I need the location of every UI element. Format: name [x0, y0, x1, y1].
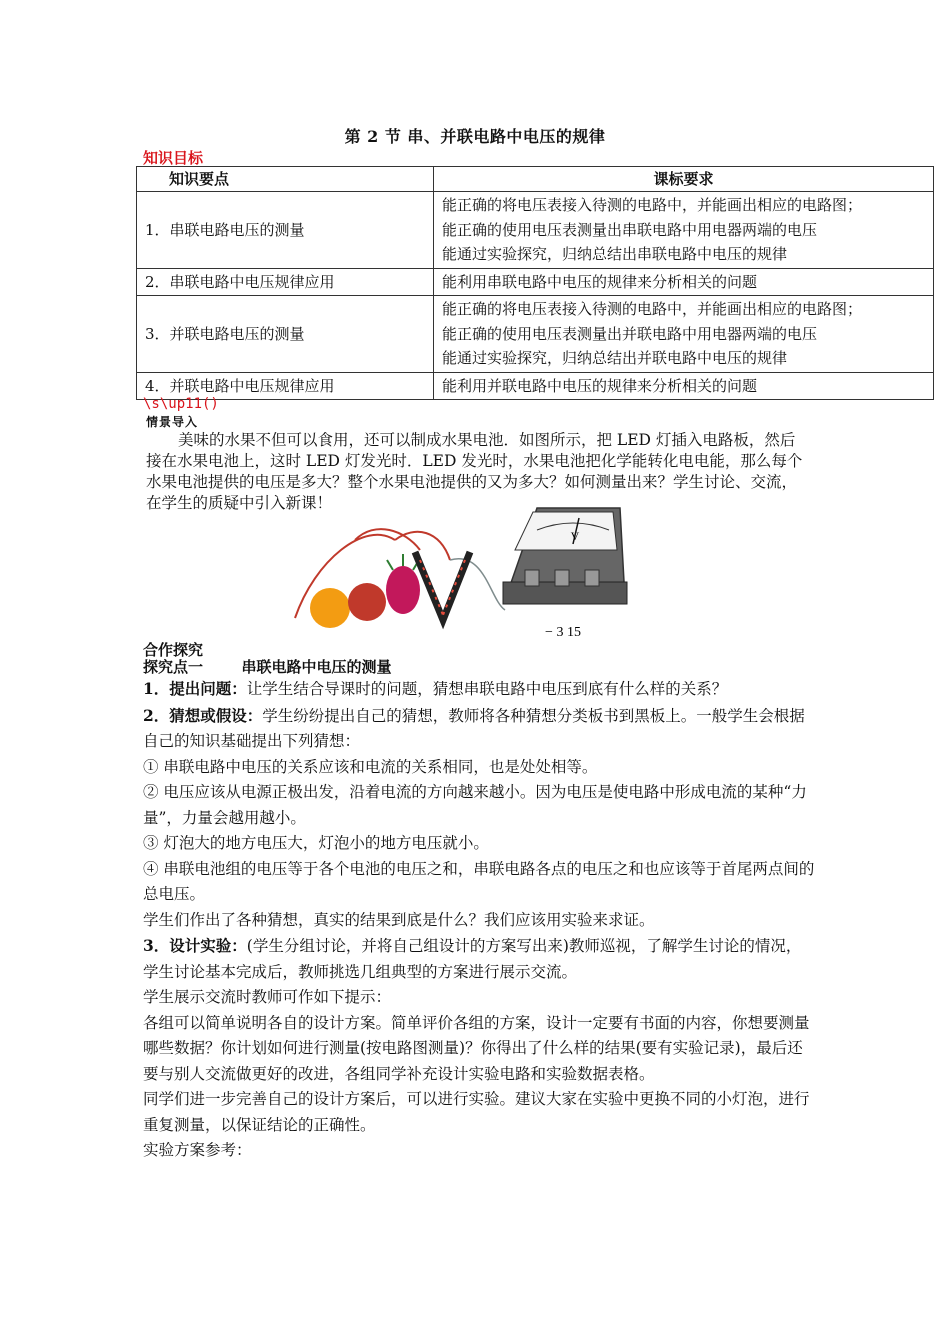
meter-unit-label: V	[570, 529, 580, 543]
cooperative-inquiry-heading: 合作探究	[143, 641, 204, 659]
requirement-line: 能通过实验探究，归纳总结出串联电路中电压的规律	[442, 245, 788, 263]
body-paragraph: ③ 灯泡大的地方电压大，灯泡小的地方电压就小。	[143, 834, 489, 852]
body-paragraph: ② 电压应该从电源正极出发，沿着电流的方向越来越小。因为电压是使电路中形成电流的某种“力量”，力量会越用越小。	[143, 783, 807, 827]
inquiry-point-label: 探究点一	[143, 658, 204, 676]
knowledge-goals-heading: 知识目标	[143, 149, 204, 167]
dragon-fruit-icon	[386, 566, 420, 614]
terminal-labels: − 3 15	[545, 625, 581, 640]
table-row	[137, 372, 934, 400]
table-row	[137, 296, 934, 373]
requirement-line: 能通过实验探究，归纳总结出并联电路中电压的规律	[442, 349, 788, 367]
table-cell-requirements	[434, 372, 934, 400]
body-paragraph: 学生展示交流时教师可作如下提示：	[143, 988, 392, 1006]
body-paragraph: 学生们作出了各种猜想，真实的结果到底是什么？我们应该用实验来求证。	[143, 910, 655, 929]
table-row	[137, 192, 934, 269]
inquiry-point-heading	[143, 656, 392, 677]
knowledge-goals-table	[136, 166, 934, 400]
requirement-line: 能正确的将电压表接入待测的电路中，并能画出相应的电路图；	[442, 196, 863, 214]
body-paragraph: 2．猜想或假设：学生纷纷提出自己的猜想，教师将各种猜想分类板书到黑板上。一般学生会根据自己的知识基础提出下列猜想：	[143, 705, 805, 750]
table-cell-requirements	[434, 296, 934, 373]
inquiry-body	[143, 676, 815, 1164]
page-title: 第 2 节 串、并联电路中电压的规律	[344, 127, 606, 146]
table-header: 知识要点	[137, 167, 434, 192]
table-cell-requirements	[434, 268, 934, 296]
requirement-line: 能利用串联电路中电压的规律来分析相关的问题	[442, 272, 758, 291]
table-cell-topic: 2．串联电路中电压规律应用	[137, 268, 434, 296]
requirement-line: 能正确的使用电压表测量出并联电路中用电器两端的电压	[442, 324, 818, 343]
body-paragraph: 1．提出问题：让学生结合导课时的问题，猜想串联电路中电压到底有什么样的关系？	[143, 679, 728, 698]
orange-icon	[310, 588, 350, 628]
table-cell-requirements	[434, 192, 934, 269]
table-cell-topic: 4．并联电路中电压规律应用	[137, 372, 434, 400]
requirement-line: 能正确的将电压表接入待测的电路中，并能画出相应的电路图；	[442, 300, 863, 318]
table-row	[137, 268, 934, 296]
body-paragraph: 实验方案参考：	[143, 1141, 252, 1159]
intro-paragraph: 美味的水果不但可以食用，还可以制成水果电池．如图所示，把 LED 灯插入电路板，然后接在水果电池上，这时 LED 灯发光时．LED 发光时，水果电池把化学能转化电电能，那么每个水果电池提供的电压是多大？整个水果电池提供的又为多大？如何测量出来？学生讨论、交流，在学生的质疑中引入新课！	[146, 431, 803, 512]
table-cell-topic: 3．并联电路电压的测量	[137, 296, 434, 373]
apple-icon	[348, 583, 386, 621]
body-paragraph: ④ 串联电池组的电压等于各个电池的电压之和，串联电路各点的电压之和也应该等于首尾两点间的总电压。	[143, 859, 815, 903]
table-header-row	[137, 167, 934, 192]
table-header: 课标要求	[434, 167, 934, 192]
body-paragraph: 各组可以简单说明各自的设计方案。简单评价各组的方案，设计一定要有书面的内容，你想要测量哪些数据？你计划如何进行测量(按电路图测量)？你得出了什么样的结果(要有实验记录)，最后还要与别人交流做更好的改进，各组同学补充设计实验电路和实验数据表格。	[143, 1013, 810, 1083]
voltmeter-icon	[503, 508, 627, 640]
body-paragraph: ① 串联电路中电压的关系应该和电流的关系相同，也是处处相等。	[143, 757, 598, 776]
scene-intro-heading: 情景导入	[146, 415, 199, 429]
led-board-icon	[415, 552, 470, 620]
field-code-text: \s\up11()	[143, 396, 219, 412]
requirement-line: 能正确的使用电压表测量出串联电路中用电器两端的电压	[442, 220, 818, 239]
body-paragraph: 同学们进一步完善自己的设计方案后，可以进行实验。建议大家在实验中更换不同的小灯泡，进行重复测量，以保证结论的正确性。	[143, 1090, 810, 1134]
table-cell-topic: 1．串联电路电压的测量	[137, 192, 434, 269]
body-paragraph: 3．设计实验：(学生分组讨论，并将自己组设计的方案写出来)教师巡视，了解学生讨论的情况，学生讨论基本完成后，教师挑选几组典型的方案进行展示交流。	[143, 936, 802, 981]
fruit-battery-voltmeter-figure	[275, 500, 635, 645]
inquiry-point-title: 串联电路中电压的测量	[241, 658, 392, 676]
requirement-line: 能利用并联电路中电压的规律来分析相关的问题	[442, 376, 758, 395]
